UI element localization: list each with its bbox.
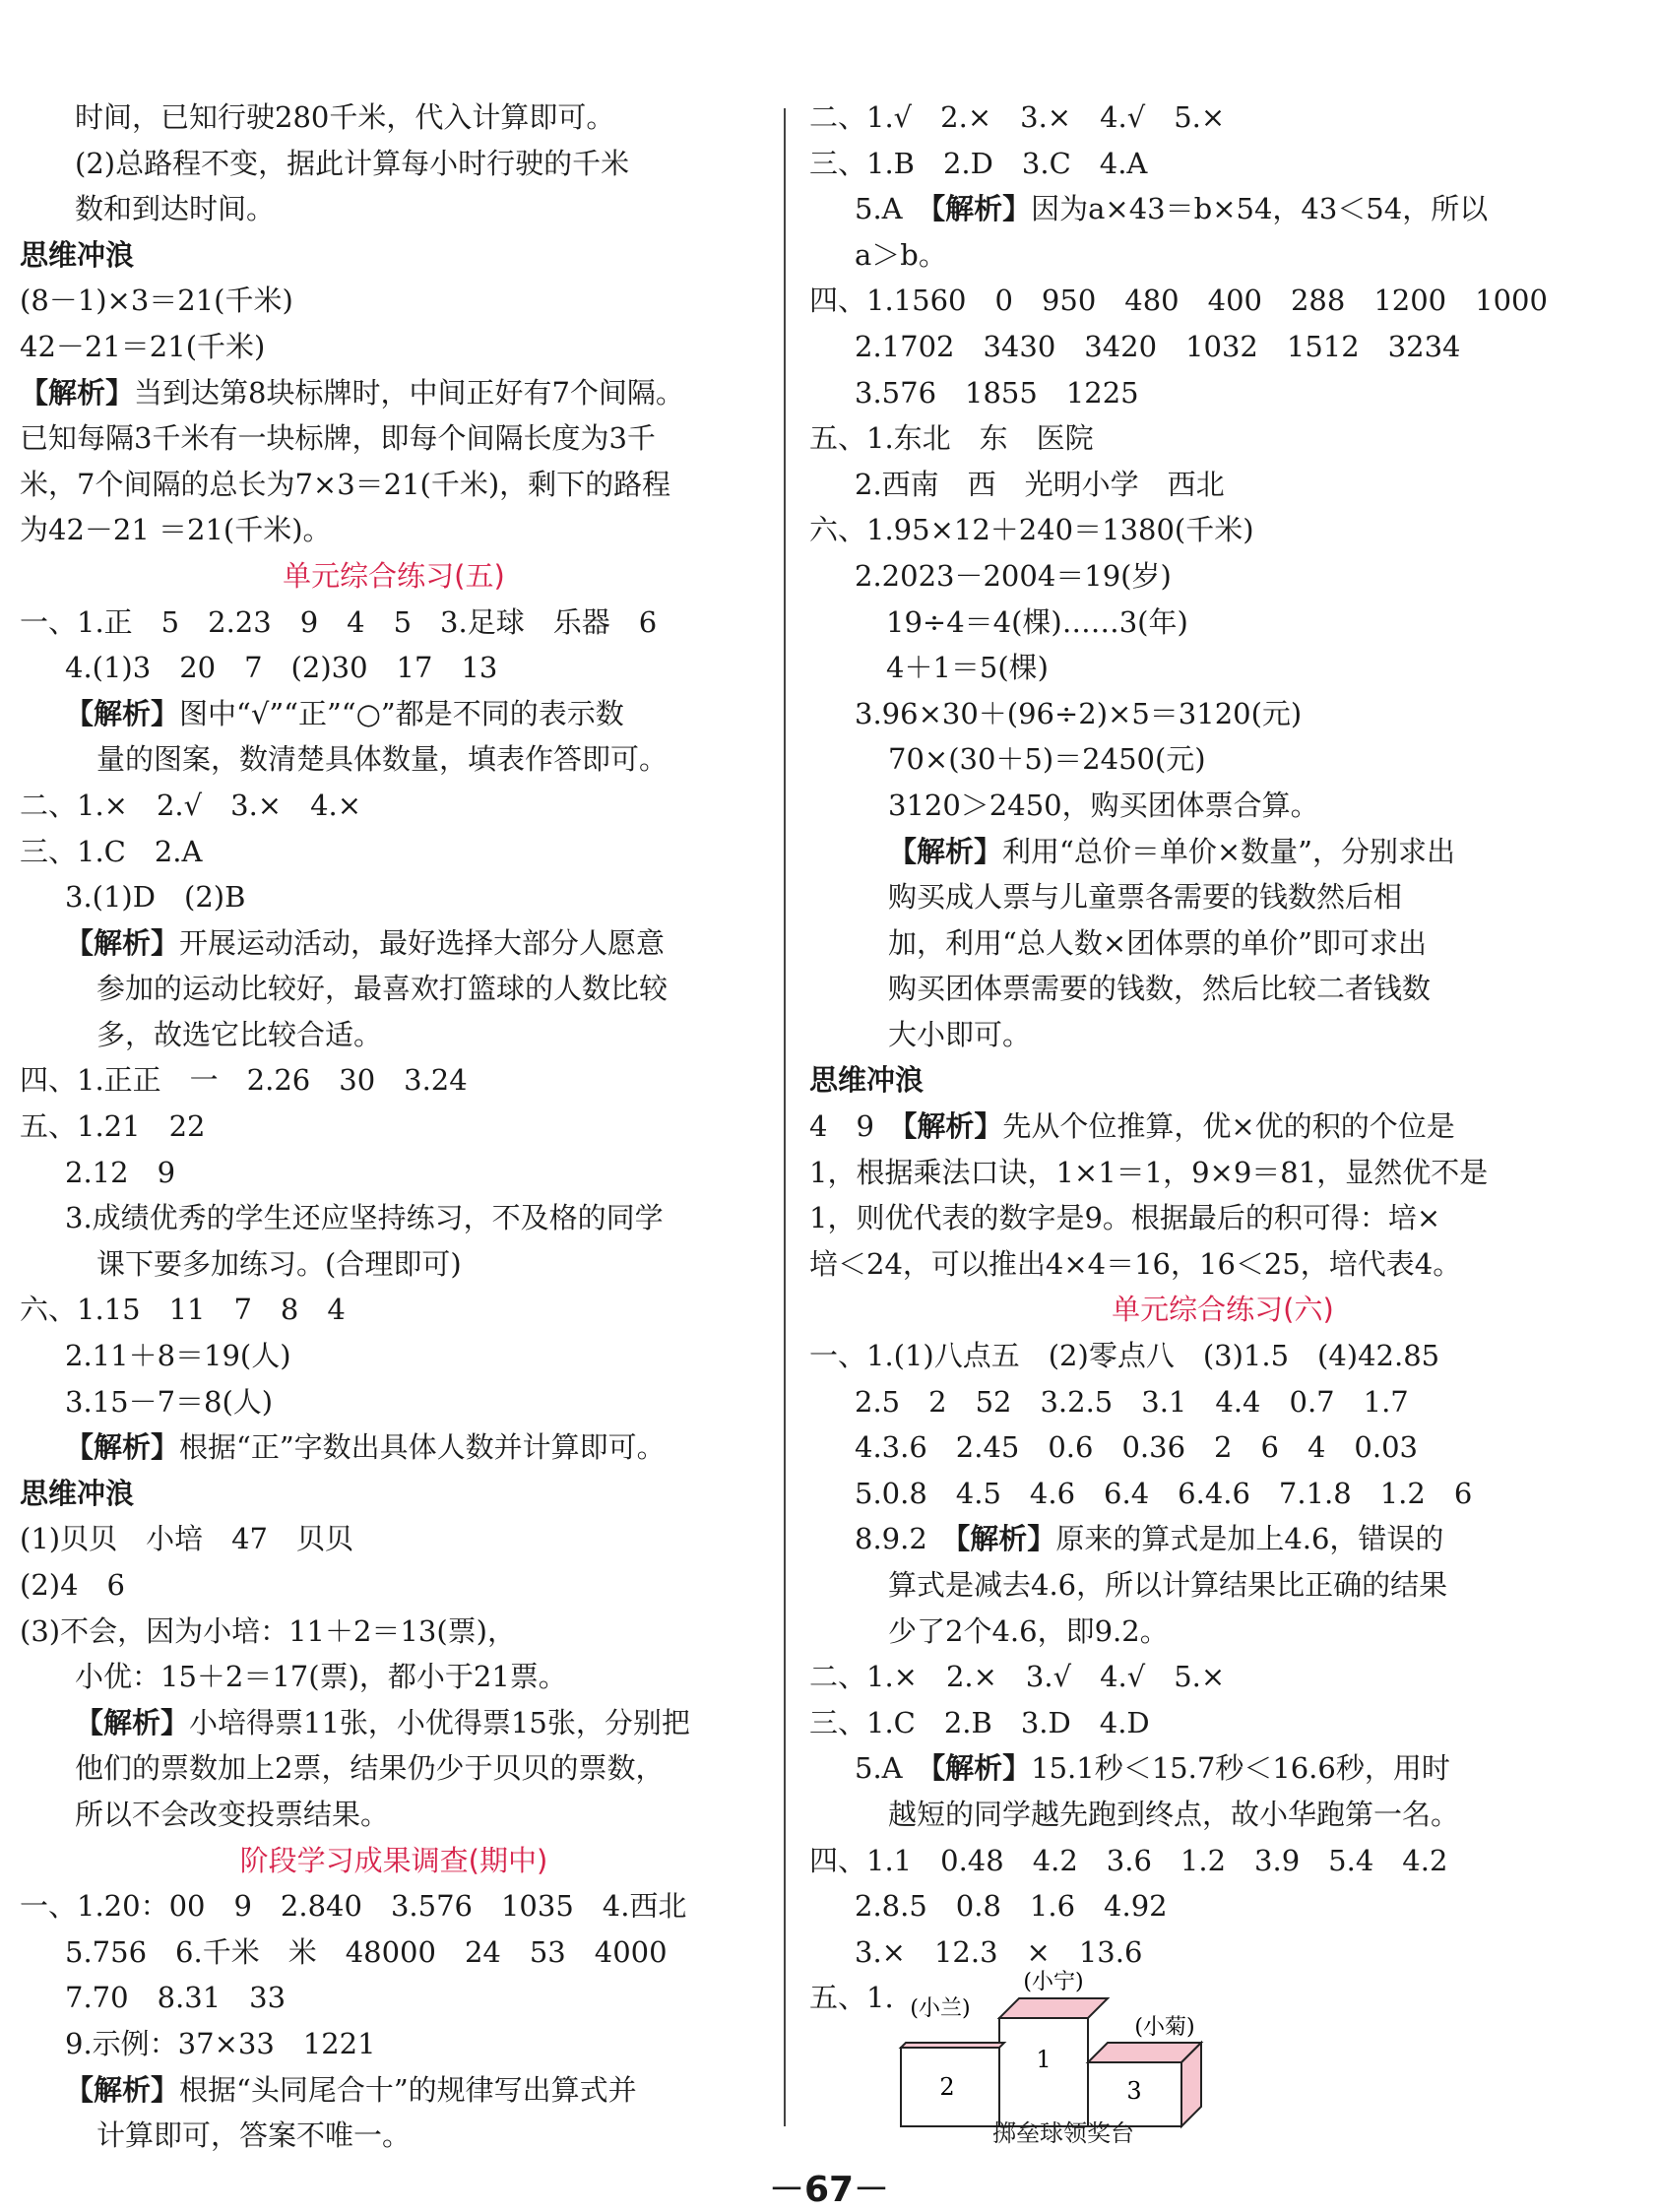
text-line: [809, 1609, 1636, 1655]
line-text: 六、1.95×12＋240＝1380(千米): [809, 513, 1254, 547]
line-text: 购买团体票需要的钱数，然后比较二者钱数: [888, 972, 1432, 1006]
line-text: 米，7个间隔的总长为7×3＝21(千米)，剩下的路程: [20, 467, 671, 501]
text-line: [809, 415, 1636, 462]
line-text: 为42－21 ＝21(千米)。: [20, 513, 332, 547]
line-text: 先从个位推算，优×优的积的个位是: [1002, 1109, 1455, 1144]
line-text: 加，利用“总人数×团体票的单价”即可求出: [888, 925, 1427, 960]
text-line: [809, 1379, 1636, 1425]
line-text: 数和到达时间。: [75, 192, 276, 226]
podium-name-center: (小宁): [1023, 1970, 1084, 1994]
text-line: [20, 186, 768, 232]
text-line: [809, 1241, 1636, 1288]
page-number: －67－: [768, 2170, 890, 2210]
line-text: 9.示例：37×33 1221: [65, 2026, 376, 2060]
line-text: 开展运动活动，最好选择大部分人愿意: [179, 925, 666, 960]
text-line: [809, 1150, 1636, 1196]
text-line: [809, 1333, 1636, 1379]
text-line: [20, 1241, 768, 1288]
text-line: [20, 1287, 768, 1333]
line-text: 一、1.正 5 2.23 9 4 5 3.足球 乐器 6: [20, 604, 658, 639]
text-line: [809, 783, 1636, 829]
text-line: [809, 141, 1636, 187]
section-title: [809, 1287, 1636, 1333]
text-line: [20, 2021, 768, 2067]
line-text: 3.576 1855 1225: [855, 375, 1139, 410]
text-line: [809, 1562, 1636, 1609]
line-text: 二、1.√ 2.× 3.× 4.√ 5.×: [809, 100, 1226, 134]
line-text: 因为a×43＝b×54，43＜54，所以: [1031, 192, 1489, 226]
line-text: 7.70 8.31 33: [65, 1981, 287, 2015]
line-text: 五、1.: [809, 1981, 894, 2015]
line-text: 3.(1)D (2)B: [65, 880, 246, 915]
line-text: 19÷4＝4(棵)……3(年): [886, 604, 1188, 639]
line-text: 多，故选它比较合适。: [96, 1017, 383, 1051]
analysis-tag: 【解析】: [65, 2072, 180, 2107]
line-text: 三、1.C 2.B 3.D 4.D: [809, 1705, 1150, 1739]
line-text: 已知每隔3千米有一块标牌，即每个间隔长度为3千: [20, 421, 656, 456]
line-text: 3.成绩优秀的学生还应坚持练习，不及格的同学: [65, 1201, 664, 1235]
line-text: 2.12 9: [65, 1155, 176, 1189]
text-line: [20, 1654, 768, 1700]
line-text: 四、1.正正 一 2.26 30 3.24: [20, 1063, 468, 1098]
text-line: [20, 462, 768, 508]
line-text: 计算即可，答案不唯一。: [96, 2118, 412, 2153]
line-text: 3.× 12.3 × 13.6: [855, 1934, 1143, 1969]
line-text: 购买成人票与儿童票各需要的钱数然后相: [888, 880, 1403, 915]
answer-prefix: 5.A: [855, 192, 931, 226]
text-line: [20, 1516, 768, 1562]
line-text: 15.1秒＜15.7秒＜16.6秒，用时: [1031, 1751, 1450, 1786]
right-column: [809, 95, 1636, 2021]
text-line: [20, 507, 768, 553]
text-line: [20, 736, 768, 783]
line-text: 2.1702 3430 3420 1032 1512 3234: [855, 329, 1461, 363]
analysis-tag: 【解析】: [902, 1109, 1003, 1144]
podium-caption: 掷垒球领奖台: [992, 2119, 1134, 2147]
text-line: [20, 966, 768, 1012]
text-line: [809, 1792, 1636, 1838]
line-text: 大小即可。: [888, 1017, 1032, 1051]
text-line: [20, 278, 768, 324]
text-line: [20, 783, 768, 829]
line-text: 当到达第8块标牌时，中间正好有7个间隔。: [134, 375, 684, 410]
line-text: 时间，已知行驶280千米，代入计算即可。: [75, 100, 615, 134]
line-text: 2.11＋8＝19(人): [65, 1339, 291, 1373]
text-line: [20, 2113, 768, 2159]
text-line: [809, 1838, 1636, 1884]
line-text: 3.96×30＋(96÷2)×5＝3120(元): [855, 696, 1303, 730]
text-line: [20, 600, 768, 646]
line-text: 参加的运动比较好，最喜欢打篮球的人数比较: [96, 972, 669, 1006]
text-line: [20, 1195, 768, 1241]
text-line: [20, 2067, 768, 2114]
line-text: 42－21＝21(千米): [20, 329, 266, 363]
analysis-tag: 【解析】: [65, 1430, 180, 1465]
line-text: 一、1.(1)八点五 (2)零点八 (3)1.5 (4)42.85: [809, 1339, 1440, 1373]
text-line: [20, 1792, 768, 1838]
line-text: (2)总路程不变，据此计算每小时行驶的千米: [75, 146, 630, 180]
text-line: [20, 1379, 768, 1425]
text-line: [20, 874, 768, 920]
text-line: [809, 829, 1636, 875]
line-text: 四、1.1 0.48 4.2 3.6 1.2 3.9 5.4 4.2: [809, 1843, 1448, 1877]
text-line: [20, 370, 768, 416]
line-text: 课下要多加练习。(合理即可): [96, 1246, 462, 1281]
podium-place-1: 1: [1036, 2046, 1052, 2073]
text-line: [809, 507, 1636, 553]
text-line: [809, 1883, 1636, 1929]
subsection-heading: [20, 232, 768, 279]
text-line: [20, 1609, 768, 1655]
line-text: 根据“头同尾合十”的规律写出算式并: [179, 2072, 637, 2107]
line-text: 一、1.20：00 9 2.840 3.576 1035 4.西北: [20, 1889, 687, 1924]
text-line: [809, 1424, 1636, 1471]
line-text: 三、1.C 2.A: [20, 834, 203, 868]
line-text: 4＋1＝5(棵): [886, 651, 1049, 685]
line-text: 五、1.东北 东 医院: [809, 421, 1094, 456]
analysis-tag: 【解析】: [65, 696, 180, 730]
text-line: [809, 1516, 1636, 1562]
line-text: 算式是减去4.6，所以计算结果比正确的结果: [888, 1568, 1448, 1602]
analysis-tag: 【解析】: [65, 925, 180, 960]
text-line: [809, 1471, 1636, 1517]
line-text: 五、1.21 22: [20, 1109, 206, 1144]
line-text: 5.0.8 4.5 4.6 6.4 6.4.6 7.1.8 1.2 6: [855, 1476, 1473, 1510]
answer-prefix: 8.9.2: [855, 1522, 956, 1556]
text-line: [20, 95, 768, 141]
line-text: 1，根据乘法口诀，1×1＝1，9×9＝81，显然优不是: [809, 1155, 1489, 1189]
text-line: [20, 1150, 768, 1196]
text-line: [20, 1929, 768, 1976]
answer-prefix: 5.A: [855, 1751, 931, 1786]
analysis-tag: 【解析】: [930, 1751, 1032, 1786]
text-line: [20, 920, 768, 967]
line-text: 培＜24，可以推出4×4＝16，16＜25，培代表4。: [809, 1246, 1462, 1281]
line-text: 二、1.× 2.× 3.√ 4.√ 5.×: [809, 1660, 1226, 1694]
text-line: [20, 1883, 768, 1929]
text-line: [20, 141, 768, 187]
text-line: [809, 1745, 1636, 1792]
podium-place-2: 2: [939, 2073, 955, 2101]
text-line: [809, 370, 1636, 416]
text-line: [809, 600, 1636, 646]
line-text: 3120＞2450，购买团体票合算。: [888, 788, 1319, 822]
line-text: 1，则优代表的数字是9。根据最后的积可得：培×: [809, 1201, 1441, 1235]
text-line: [809, 874, 1636, 920]
line-text: 小优：15＋2＝17(票)，都小于21票。: [75, 1660, 567, 1694]
text-line: [809, 691, 1636, 737]
line-text: (2)4 6: [20, 1568, 125, 1602]
text-line: [809, 186, 1636, 232]
analysis-tag: 【解析】: [955, 1522, 1056, 1556]
line-text: 根据“正”字数出具体人数并计算即可。: [179, 1430, 666, 1465]
text-line: [20, 324, 768, 370]
text-line: [20, 1333, 768, 1379]
text-line: [20, 691, 768, 737]
text-line: [809, 736, 1636, 783]
line-text: 三、1.B 2.D 3.C 4.A: [809, 146, 1148, 180]
text-line: [809, 1012, 1636, 1058]
line-text: 四、1.1560 0 950 480 400 288 1200 1000: [809, 284, 1548, 318]
text-line: [20, 645, 768, 691]
text-line: [809, 966, 1636, 1012]
text-line: [809, 1195, 1636, 1241]
line-text: 量的图案，数清楚具体数量，填表作答即可。: [96, 742, 669, 777]
text-line: [809, 1654, 1636, 1700]
analysis-tag: 【解析】: [20, 375, 135, 410]
line-text: 2.8.5 0.8 1.6 4.92: [855, 1889, 1168, 1924]
line-text: 4.(1)3 20 7 (2)30 17 13: [65, 651, 498, 685]
line-text: 少了2个4.6，即9.2。: [888, 1613, 1169, 1648]
text-line: [809, 278, 1636, 324]
text-line: [809, 553, 1636, 600]
line-text: 原来的算式是加上4.6，错误的: [1055, 1522, 1444, 1556]
line-text: 思维冲浪: [20, 237, 135, 272]
text-line: [809, 920, 1636, 967]
line-text: 阶段学习成果调查(期中): [239, 1843, 548, 1877]
line-text: 六、1.15 11 7 8 4: [20, 1293, 346, 1327]
line-text: 2.西南 西 光明小学 西北: [855, 467, 1225, 501]
line-text: 3.15－7＝8(人): [65, 1384, 274, 1419]
line-text: 他们的票数加上2票，结果仍少于贝贝的票数，: [75, 1751, 665, 1786]
line-text: 所以不会改变投票结果。: [75, 1797, 390, 1831]
line-text: 二、1.× 2.√ 3.× 4.×: [20, 788, 362, 822]
text-line: [20, 1700, 768, 1746]
line-text: 小培得票11张，小优得票15张，分别把: [189, 1705, 690, 1739]
line-text: (1)贝贝 小培 47 贝贝: [20, 1522, 353, 1556]
text-line: [20, 1975, 768, 2021]
text-line: [809, 1700, 1636, 1746]
line-text: 4.3.6 2.45 0.6 0.36 2 6 4 0.03: [855, 1430, 1418, 1465]
line-text: 单元综合练习(五): [283, 558, 505, 593]
text-line: [20, 1562, 768, 1609]
line-text: 2.2023－2004＝19(岁): [855, 558, 1172, 593]
line-text: (3)不会，因为小培：11＋2＝13(票)，: [20, 1613, 516, 1648]
line-text: 70×(30＋5)＝2450(元): [888, 742, 1206, 777]
line-text: 2.5 2 52 3.2.5 3.1 4.4 0.7 1.7: [855, 1384, 1409, 1419]
line-text: 越短的同学越先跑到终点，故小华跑第一名。: [888, 1797, 1460, 1831]
section-title: [20, 553, 768, 600]
text-line: [20, 1745, 768, 1792]
section-title: [20, 1838, 768, 1884]
text-line: [809, 324, 1636, 370]
analysis-tag: 【解析】: [75, 1705, 190, 1739]
text-line: [20, 1057, 768, 1104]
podium-place-3: 3: [1126, 2077, 1142, 2105]
subsection-heading: [20, 1471, 768, 1517]
text-line: [809, 95, 1636, 141]
text-line: [20, 1424, 768, 1471]
line-text: 图中“√”“正”“○”都是不同的表示数: [179, 696, 624, 730]
text-line: [809, 232, 1636, 279]
line-text: 单元综合练习(六): [1112, 1293, 1334, 1327]
line-text: 5.756 6.千米 米 48000 24 53 4000: [65, 1934, 668, 1969]
line-text: 利用“总价＝单价×数量”，分别求出: [1002, 834, 1455, 868]
answer-prefix: 4 9: [809, 1109, 903, 1144]
analysis-tag: 【解析】: [930, 192, 1032, 226]
text-line: [20, 415, 768, 462]
line-text: a＞b。: [855, 237, 947, 272]
podium-name-right: (小菊): [1134, 2015, 1195, 2040]
line-text: 思维冲浪: [809, 1063, 925, 1098]
line-text: (8－1)×3＝21(千米): [20, 284, 293, 318]
left-column: [20, 95, 768, 2159]
column-divider: [784, 108, 786, 2126]
text-line: [20, 1104, 768, 1150]
text-line: [20, 1012, 768, 1058]
text-line: [809, 645, 1636, 691]
text-line: [809, 462, 1636, 508]
podium-name-left: (小兰): [910, 1996, 971, 2021]
text-line: [20, 829, 768, 875]
analysis-tag: 【解析】: [888, 834, 1003, 868]
subsection-heading: [809, 1057, 1636, 1104]
line-text: 思维冲浪: [20, 1476, 135, 1510]
text-line: [809, 1104, 1636, 1150]
